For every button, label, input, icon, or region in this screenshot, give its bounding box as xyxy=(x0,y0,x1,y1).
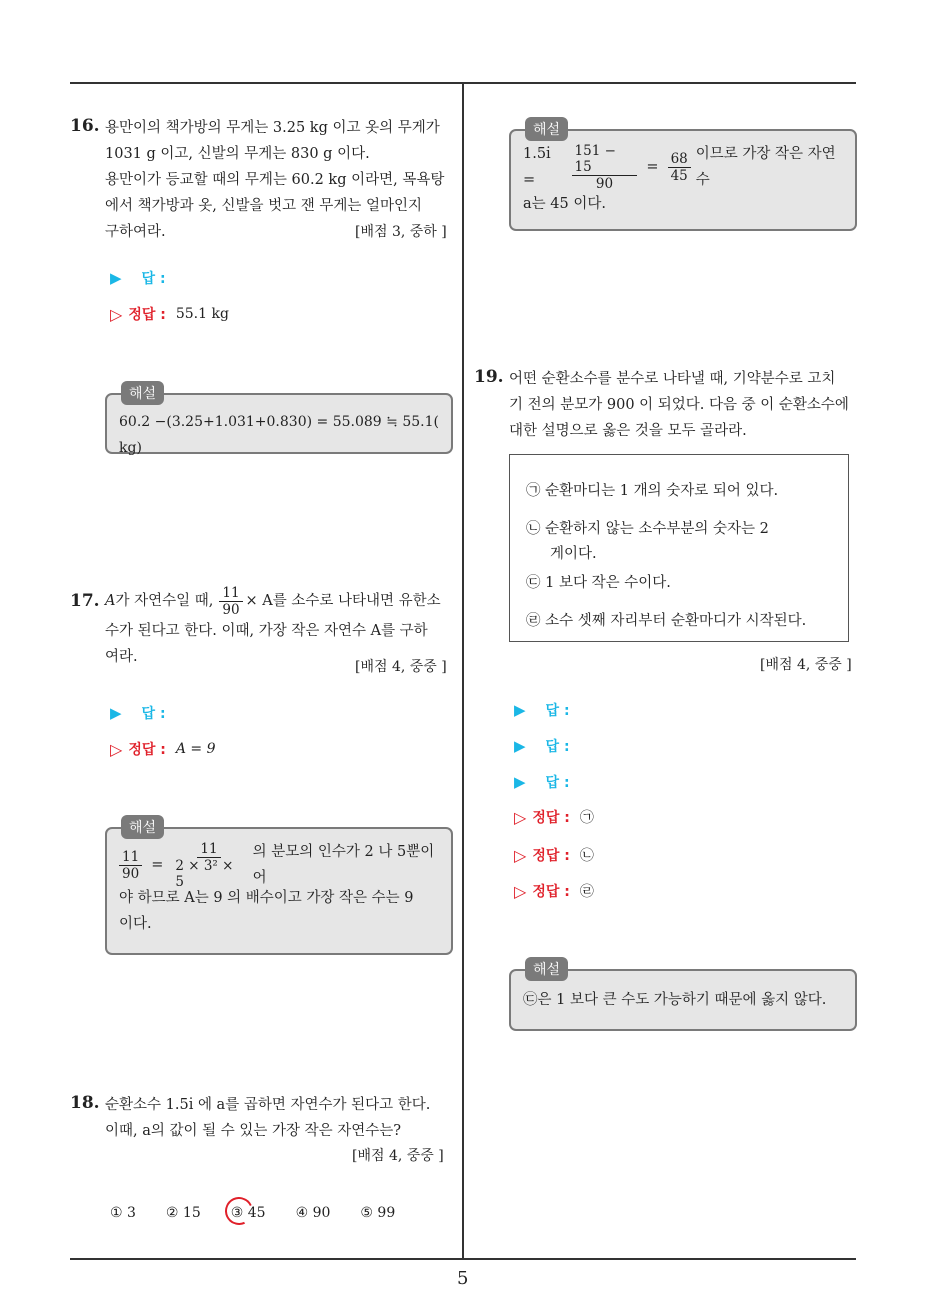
correct-label: 정답 : xyxy=(532,848,570,864)
score-label: [배점 4, 중중 ] xyxy=(352,1148,444,1164)
fraction-numerator: 68 xyxy=(668,151,691,168)
text-line: 용만이가 등교할 때의 무게는 60.2 kg 이라면, 목욕탕 xyxy=(105,172,445,188)
question-number: 19. xyxy=(474,367,504,387)
text-line: 용만이의 책가방의 무게는 3.25 kg 이고 옷의 무게가 xyxy=(105,120,440,136)
choice-label: ③ 45 xyxy=(230,1205,266,1221)
explanation-tag: 해설 xyxy=(525,957,568,981)
open-triangle-icon: ▷ xyxy=(514,807,527,827)
correct-label: 정답 : xyxy=(128,307,166,323)
fraction-denominator: 45 xyxy=(670,167,688,184)
explanation-tag: 해설 xyxy=(121,381,164,405)
equals-sign: = xyxy=(646,159,659,175)
fraction xyxy=(172,841,245,890)
score-label: [배점 3, 중하 ] xyxy=(355,224,447,240)
text-span: 가 자연수일 때, xyxy=(115,593,214,609)
question-number: 16. xyxy=(70,116,100,136)
fraction-denominator: 90 xyxy=(595,175,614,192)
question-text xyxy=(509,366,859,444)
choice-1[interactable]: ① 3 xyxy=(110,1205,136,1221)
bottom-rule xyxy=(70,1258,856,1260)
question-text xyxy=(105,1092,455,1144)
answer-row[interactable] xyxy=(514,736,570,756)
var-a: A xyxy=(105,593,116,609)
choice-5[interactable]: ⑤ 99 xyxy=(360,1205,396,1221)
filled-triangle-icon: ▶ xyxy=(514,701,526,719)
explanation-box xyxy=(105,820,453,955)
open-triangle-icon: ▷ xyxy=(514,845,527,865)
answer-row[interactable] xyxy=(514,772,570,792)
question-number: 18. xyxy=(70,1093,100,1113)
filled-triangle-icon: ▶ xyxy=(110,269,122,287)
answer-label: 답 : xyxy=(545,703,570,719)
answer-label: 답 : xyxy=(545,739,570,755)
choice-2[interactable]: ② 15 xyxy=(165,1205,201,1221)
text-line: 야 하므로 A는 9 의 배수이고 가장 작은 수는 9 xyxy=(119,890,414,906)
text-span: 의 분모의 인수가 2 나 5뿐이어 xyxy=(252,844,435,886)
answer-row[interactable] xyxy=(110,703,166,723)
fraction-denominator: 90 xyxy=(222,601,240,618)
statement-item: ㉠ 순환마디는 1 개의 숫자로 되어 있다. xyxy=(526,483,779,499)
text-line xyxy=(523,142,843,192)
answer-label: 답 : xyxy=(141,271,166,287)
open-triangle-icon: ▷ xyxy=(110,739,123,759)
open-triangle-icon: ▷ xyxy=(514,881,527,901)
open-triangle-icon: ▷ xyxy=(110,304,123,324)
score-label: [배점 4, 중중 ] xyxy=(760,657,852,673)
question-number: 17. xyxy=(70,591,100,611)
statement-item: 게이다. xyxy=(550,546,597,562)
text-line: 이다. xyxy=(119,916,152,932)
filled-triangle-icon: ▶ xyxy=(514,773,526,791)
fraction-numerator: 11 xyxy=(119,849,142,866)
text-line: 수가 된다고 한다. 이때, 가장 작은 자연수 A를 구하 xyxy=(105,623,428,639)
correct-label: 정답 : xyxy=(532,810,570,826)
correct-value: ㉠ xyxy=(579,810,594,826)
filled-triangle-icon: ▶ xyxy=(514,737,526,755)
answer-row[interactable] xyxy=(514,700,570,720)
choice-3[interactable] xyxy=(231,1205,266,1221)
explanation-box xyxy=(105,386,453,456)
explanation-text: ㉢은 1 보다 큰 수도 가능하기 때문에 옳지 않다. xyxy=(523,992,827,1008)
correct-value: A = 9 xyxy=(175,741,216,757)
correct-label: 정답 : xyxy=(532,884,570,900)
fraction-numerator: 151 − 15 xyxy=(572,143,638,176)
choice-4[interactable]: ④ 90 xyxy=(295,1205,331,1221)
score-label: [배점 4, 중중 ] xyxy=(355,659,447,675)
correct-label: 정답 : xyxy=(128,742,166,758)
text-line: 구하여라. xyxy=(105,224,166,240)
text-line: 기 전의 분모가 900 이 되었다. 다음 중 이 순환소수에 xyxy=(509,397,849,413)
fraction-numerator: 11 xyxy=(219,585,242,602)
text-line: 어떤 순환소수를 분수로 나타낼 때, 기약분수로 고치 xyxy=(509,371,836,387)
fraction xyxy=(572,143,638,192)
page-number: 5 xyxy=(457,1268,469,1289)
correct-value: 55.1 kg xyxy=(175,306,229,322)
correct-answer-row xyxy=(514,881,594,901)
text-line: 에서 책가방과 옷, 신발을 벗고 잰 무게는 얼마인지 xyxy=(105,198,423,214)
correct-answer-row xyxy=(514,807,594,827)
correct-value: ㉡ xyxy=(579,848,594,864)
fraction-denominator: 90 xyxy=(122,865,140,882)
statement-item: ㉡ 순환하지 않는 소수부분의 숫자는 2 xyxy=(526,521,769,537)
fraction xyxy=(219,585,242,618)
text-line: 순환소수 1.5i̇ 에 a를 곱하면 자연수가 된다고 한다. xyxy=(105,1097,431,1113)
explanation-box xyxy=(509,962,857,1031)
fraction-numerator: 11 xyxy=(197,841,220,858)
text-line: a는 45 이다. xyxy=(523,196,606,212)
filled-triangle-icon: ▶ xyxy=(110,704,122,722)
answer-label: 답 : xyxy=(545,775,570,791)
statement-item: ㉣ 소수 셋째 자리부터 순환마디가 시작된다. xyxy=(526,613,807,629)
answer-label: 답 : xyxy=(141,706,166,722)
explanation-tag: 해설 xyxy=(121,815,164,839)
explanation-text xyxy=(119,840,439,937)
correct-answer-row xyxy=(110,739,216,759)
column-divider xyxy=(462,82,464,1258)
correct-answer-row xyxy=(110,304,229,324)
equals-sign: = xyxy=(151,857,164,873)
text-line: 1031 g 이고, 신발의 무게는 830 g 이다. xyxy=(105,146,370,162)
explanation-text xyxy=(523,142,843,217)
text-line xyxy=(105,584,455,618)
fraction-denominator: 2 × 3² × 5 xyxy=(175,857,234,890)
answer-row[interactable] xyxy=(110,268,166,288)
text-span: 이므로 가장 작은 자연수 xyxy=(695,146,836,188)
explanation-text: 60.2 −(3.25+1.031+0.830) = 55.089 ≒ 55.1( kg) xyxy=(119,414,439,456)
statement-box xyxy=(509,454,849,642)
text-line: 이때, a의 값이 될 수 있는 가장 작은 자연수는? xyxy=(105,1123,402,1139)
correct-value: ㉣ xyxy=(579,884,594,900)
text-line: 여라. xyxy=(105,649,138,665)
text-line xyxy=(119,840,439,890)
explanation-tag: 해설 xyxy=(525,117,568,141)
statement-item: ㉢ 1 보다 작은 수이다. xyxy=(526,575,671,591)
text-line: 대한 설명으로 옳은 것을 모두 골라라. xyxy=(509,423,747,439)
fraction xyxy=(119,849,142,882)
text-span: 1.5i̇ = xyxy=(523,146,551,188)
explanation-box xyxy=(509,122,857,231)
answer-circle-mark xyxy=(221,1193,257,1229)
fraction xyxy=(668,151,691,184)
text-span: × A를 소수로 나타내면 유한소 xyxy=(245,593,441,609)
correct-answer-row xyxy=(514,845,594,865)
choice-list xyxy=(110,1205,425,1221)
